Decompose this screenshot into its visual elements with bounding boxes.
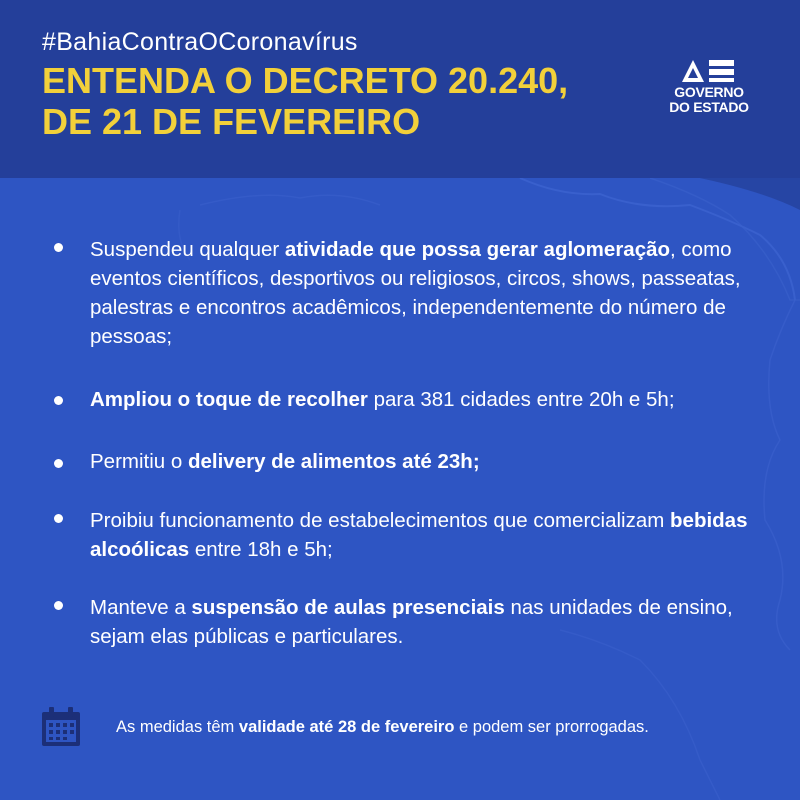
bullet-icon <box>54 601 63 610</box>
list-item-text: Proibiu funcionamento de estabelecimentos que comercializam bebidas alcoólicas entre 18h e 5h; <box>90 509 748 561</box>
bullet-icon <box>54 243 63 252</box>
bullet-icon <box>54 396 63 405</box>
title-line-1: ENTENDA O DECRETO 20.240, <box>42 60 569 101</box>
hashtag: #BahiaContraOCoronavírus <box>42 28 358 56</box>
calendar-icon <box>40 706 82 748</box>
footer-note: As medidas têm validade até 28 de fevereiro e podem ser prorrogadas. <box>116 718 649 736</box>
list-item-text: Manteve a suspensão de aulas presenciais nas unidades de ensino, sejam elas públicas e particulares. <box>90 596 733 648</box>
bullet-icon <box>54 514 63 523</box>
header-band <box>0 0 800 178</box>
list-item-text: Permitiu o delivery de alimentos até 23h; <box>90 450 480 473</box>
list-item-text: Suspendeu qualquer atividade que possa gerar aglomeração, como eventos científicos, desportivos ou religiosos, circos, shows, passeatas, palestras e encontros acadêmicos, independentemente do número de pessoas; <box>90 238 741 348</box>
logo-line-2: DO ESTADO <box>669 99 749 115</box>
page-title <box>42 60 568 142</box>
title-line-2: DE 21 DE FEVEREIRO <box>42 101 421 142</box>
governo-bahia-emblem-icon <box>680 56 736 84</box>
bullet-icon <box>54 459 63 468</box>
logo-line-1: GOVERNO <box>674 84 744 100</box>
list-item-text: Ampliou o toque de recolher para 381 cidades entre 20h e 5h; <box>90 388 675 411</box>
governo-do-estado-logo <box>659 56 759 122</box>
